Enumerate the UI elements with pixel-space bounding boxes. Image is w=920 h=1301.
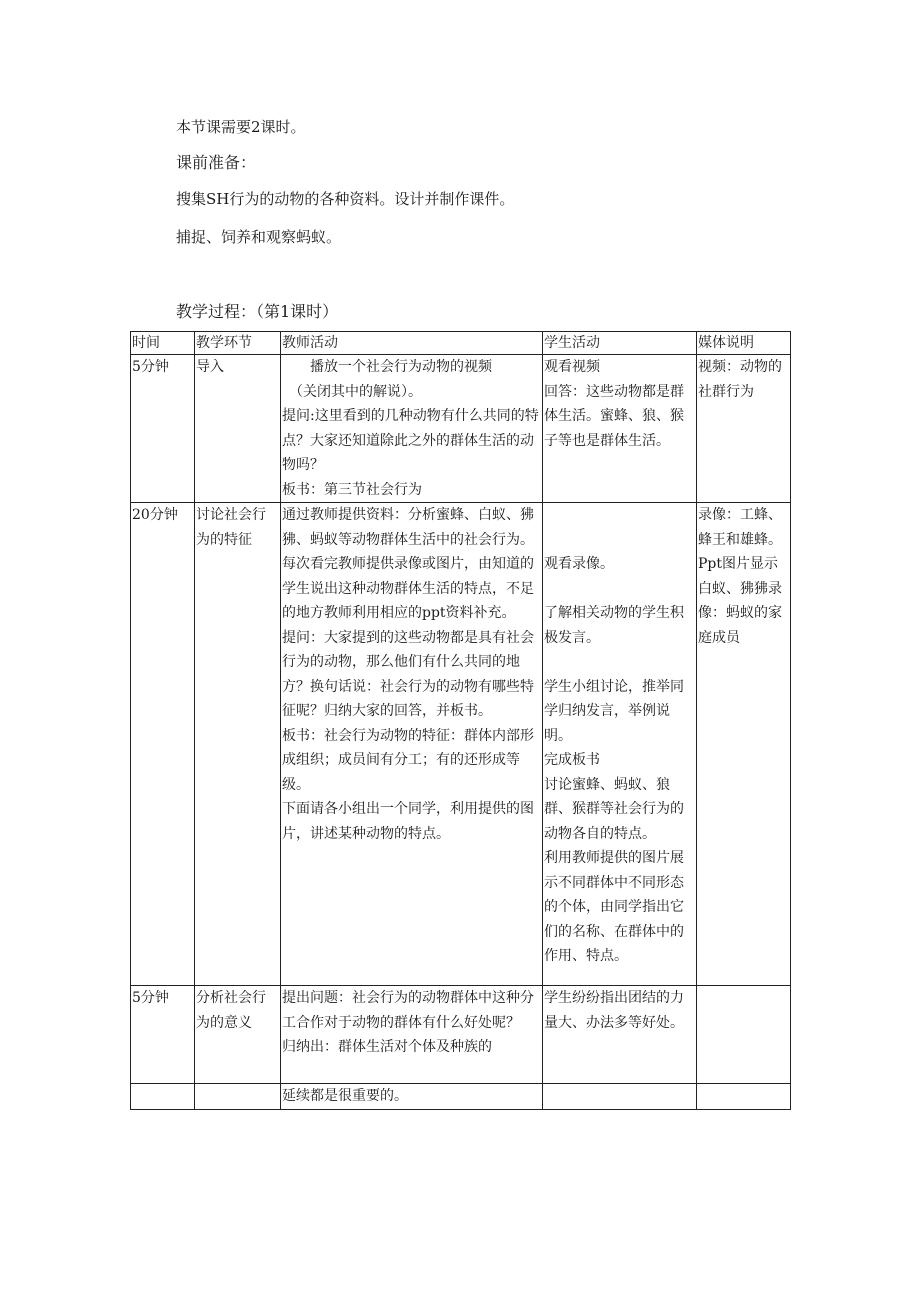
prep-item-1: 搜集SH行为的动物的各种资料。设计并制作课件。 [176,190,515,208]
table-row [131,355,791,503]
cell-stage: 讨论社会行为的特征 [195,503,281,986]
header-media: 媒体说明 [697,332,791,355]
table-row [131,1084,791,1110]
cell-teacher: 提出问题：社会行为的动物群体中这种分工合作对于动物的群体有什么好处呢？ 归纳出：群体生活对个体及种族的 [281,986,543,1084]
cell-student: 学生纷纷指出团结的力量大、办法多等好处。 [543,986,697,1084]
cell-time: 5分钟 [131,986,195,1084]
table-header-row [131,332,791,355]
cell-stage [195,1084,281,1110]
lesson-table [130,331,791,1110]
cell-media [697,1084,791,1110]
cell-student: 观看视频 回答：这些动物都是群体生活。蜜蜂、狼、猴子等也是群体生活。 [543,355,697,503]
header-teacher: 教师活动 [281,332,543,355]
hours-note: 本节课需要2课时。 [176,118,306,136]
header-stage: 教学环节 [195,332,281,355]
table-row [131,503,791,986]
cell-student: 观看录像。 了解相关动物的学生积极发言。 学生小组讨论，推举同学归纳发言，举例说明。 完成板书 讨论蜜蜂、蚂蚁、狼群、猴群等社会行为的动物各自的特点。 利用教师提供的图片展示不同群体中不同形态的个体，由同学指出它们的名称、在群体中的作用、特点。 [543,503,697,986]
prep-heading: 课前准备： [176,153,257,172]
prep-item-2: 捕捉、饲养和观察蚂蚁。 [176,228,342,246]
cell-teacher: 延续都是很重要的。 [281,1084,543,1110]
cell-stage: 导入 [195,355,281,503]
cell-time [131,1084,195,1110]
header-time: 时间 [131,332,195,355]
cell-time: 20分钟 [131,503,195,986]
cell-stage: 分析社会行为的意义 [195,986,281,1084]
cell-media: 录像：工蜂、蜂王和雄蜂。 Ppt图片显示白蚁、狒狒录像：蚂蚁的家庭成员 [697,503,791,986]
cell-media [697,986,791,1084]
cell-teacher: 播放一个社会行为动物的视频 （关闭其中的解说）。 提问:这里看到的几种动物有什么共同的特点？大家还知道除此之外的群体生活的动物吗？ 板书：第三节社会行为 [281,355,543,503]
cell-teacher: 通过教师提供资料：分析蜜蜂、白蚁、狒狒、蚂蚁等动物群体生活中的社会行为。每次看完教师提供录像或图片，由知道的学生说出这种动物群体生活的特点，不足的地方教师利用相应的ppt资料补充。 提问：大家提到的这些动物都是具有社会行为的动物，那么他们有什么共同的地方？换句话说：社会行为的动物有哪些特征呢？归纳大家的回答，并板书。 板书：社会行为动物的特征：群体内部形成组织；成员间有分工；有的还形成等级。 下面请各小组出一个同学，利用提供的图片，讲述某种动物的特点。 [281,503,543,986]
process-title: 教学过程：（第1课时） [176,302,339,321]
header-student: 学生活动 [543,332,697,355]
cell-time: 5分钟 [131,355,195,503]
table-row [131,986,791,1084]
cell-media: 视频：动物的社群行为 [697,355,791,503]
cell-student [543,1084,697,1110]
